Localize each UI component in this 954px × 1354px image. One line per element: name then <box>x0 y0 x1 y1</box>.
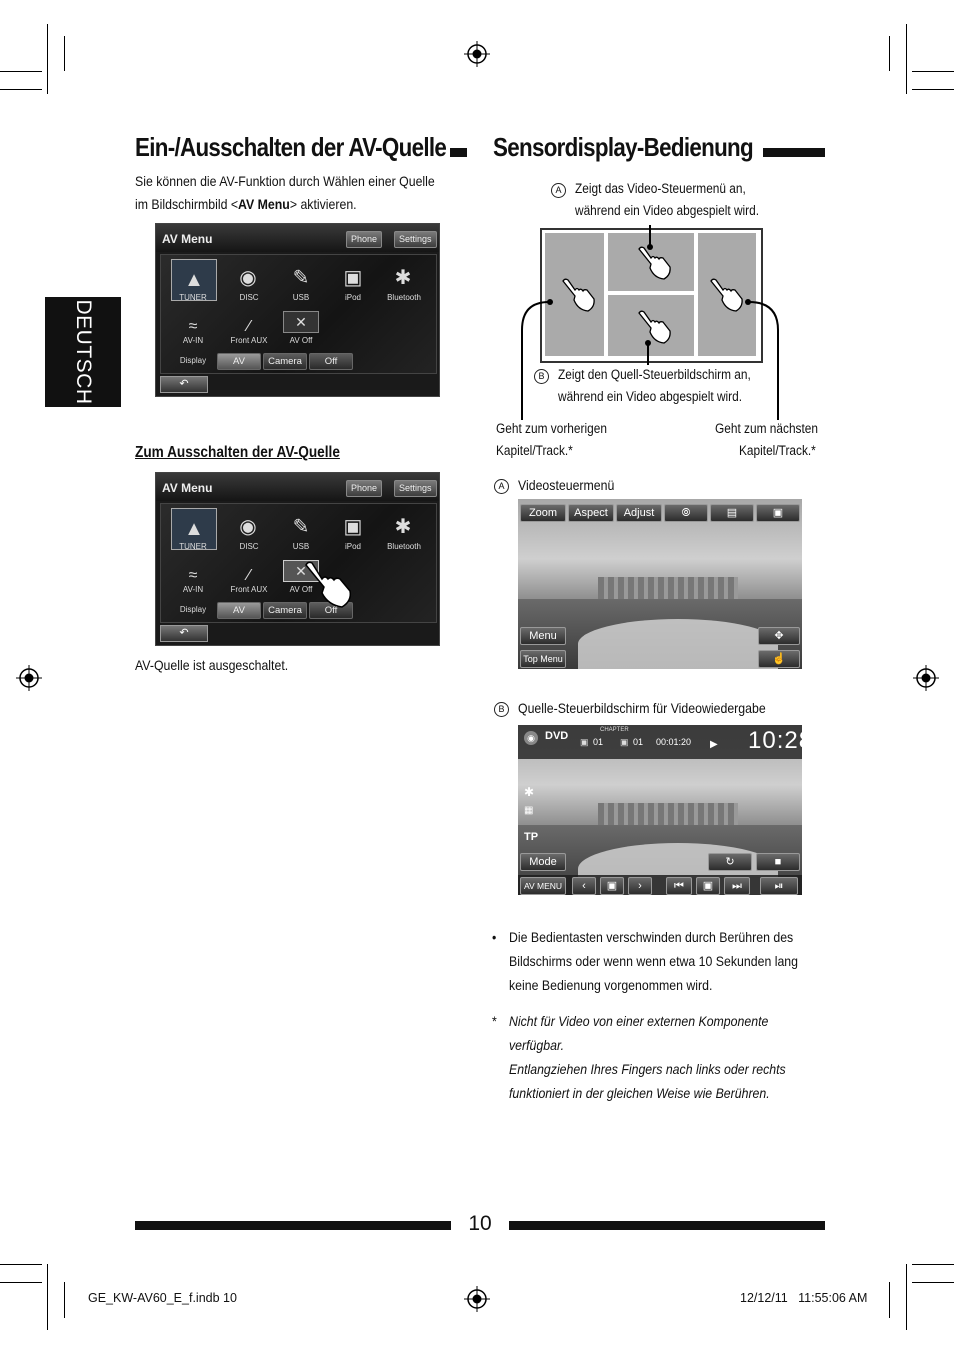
front-aux-icon[interactable]: ∕ <box>247 567 251 584</box>
note-line-1: Nicht für Video von einer externen Komponente <box>509 1013 769 1029</box>
menu-grid-icon: ▦ <box>524 805 534 816</box>
boat <box>578 619 778 669</box>
label-a-text: Videosteuermenü <box>518 477 615 493</box>
av-in-label: AV-IN <box>182 585 204 594</box>
source-name: DVD <box>545 730 569 742</box>
disc-icon[interactable]: ◉ <box>239 515 257 538</box>
zoom-button[interactable]: Zoom <box>520 504 566 522</box>
move-cursor-icon: ✥ <box>774 630 784 642</box>
skip-forward-button[interactable] <box>724 877 750 895</box>
note-marker: * <box>492 1013 497 1029</box>
footer-file-info: GE_KW-AV60_E_f.indb 10 <box>88 1291 237 1305</box>
source-panel <box>160 503 437 623</box>
av-in-icon[interactable]: ≈ <box>188 567 198 584</box>
crop-mark <box>912 89 954 90</box>
crop-mark <box>0 1264 42 1265</box>
display-av-button[interactable]: AV <box>217 353 261 370</box>
crop-mark <box>906 24 907 94</box>
tp-indicator: TP <box>524 831 539 843</box>
crop-mark <box>47 24 48 94</box>
ipod-label: iPod <box>344 542 361 551</box>
display-off-button[interactable]: Off <box>309 353 353 370</box>
bluetooth-icon[interactable]: ✱ <box>394 266 412 289</box>
chevron-right-icon: › <box>638 880 642 892</box>
title-bar <box>450 148 467 157</box>
av-menu-screen <box>155 223 440 397</box>
note-line-4: funktioniert in der gleichen Weise wie Berühren. <box>509 1085 770 1101</box>
title-number-icon: ▣ <box>580 737 589 747</box>
screen-title: AV Menu <box>162 481 213 495</box>
prev-chapter-button[interactable] <box>572 877 596 895</box>
bluetooth-status-icon: ✱ <box>524 785 535 799</box>
label-b-marker: B <box>494 702 509 717</box>
display-label: Display <box>179 356 207 365</box>
title-bar <box>763 148 825 157</box>
bullet-line-2: Bildschirms oder wenn wenn etwa 10 Sekunden lang <box>509 953 799 969</box>
title-number: 01 <box>593 737 604 747</box>
av-menu-screen-off <box>155 472 440 646</box>
subtitle-button[interactable] <box>710 504 754 522</box>
av-in-label: AV-IN <box>182 336 204 345</box>
display-camera-button[interactable]: Camera <box>263 353 307 370</box>
crop-mark <box>906 1264 907 1330</box>
chapter-number: 01 <box>633 737 644 747</box>
screen-title: AV Menu <box>162 232 213 246</box>
touch-hand-icon: ☝ <box>772 653 786 665</box>
bullet-line-1: Die Bedientasten verschwinden durch Berühren des <box>509 929 794 945</box>
chevron-left-icon: ‹ <box>582 880 586 892</box>
crop-mark <box>64 36 65 71</box>
video-control-screen <box>518 499 802 669</box>
subheading: Zum Ausschalten der AV-Quelle <box>135 444 340 461</box>
language-tab-label: DEUTSCH <box>72 299 95 405</box>
aspect-button[interactable]: Aspect <box>568 504 614 522</box>
crop-mark <box>0 71 42 72</box>
skyline <box>598 803 738 825</box>
crop-mark <box>889 1282 890 1318</box>
crop-mark <box>912 1282 954 1283</box>
usb-icon[interactable]: ✎ <box>292 515 310 538</box>
repeat-button[interactable] <box>708 853 752 871</box>
av-off-icon[interactable]: ✕ <box>283 560 319 582</box>
left-section-title: Ein-/Ausschalten der AV-Quelle <box>135 132 447 162</box>
prev-chapter-line-2: Kapitel/Track.* <box>496 443 573 458</box>
tuner-label: TUNER <box>179 293 207 302</box>
usb-label: USB <box>292 542 310 551</box>
crop-mark <box>0 89 42 90</box>
cursor-button[interactable] <box>758 627 800 645</box>
crop-mark <box>64 1282 65 1318</box>
play-pause-button[interactable] <box>760 877 798 895</box>
stop-icon: ■ <box>774 856 782 868</box>
bluetooth-label: Bluetooth <box>387 542 421 551</box>
crop-mark <box>47 1264 48 1330</box>
disc-label: DISC <box>239 293 259 302</box>
ipod-icon[interactable]: ▣ <box>343 515 363 538</box>
av-off-label: AV Off <box>289 585 313 594</box>
display-label: Display <box>179 605 207 614</box>
right-section-title: Sensordisplay-Bedienung <box>493 132 754 162</box>
registration-mark-icon <box>464 41 490 67</box>
play-status-icon: ▶ <box>710 739 718 750</box>
av-menu-button[interactable]: AV MENU <box>520 877 566 895</box>
footer-bar-left <box>135 1221 451 1230</box>
display-off-button[interactable]: Off <box>309 602 353 619</box>
av-off-label: AV Off <box>289 336 313 345</box>
note-line-2: verfügbar. <box>509 1037 565 1053</box>
adjust-button[interactable]: Adjust <box>616 504 662 522</box>
audio-button[interactable] <box>664 504 708 522</box>
usb-label: USB <box>292 293 310 302</box>
skip-back-button[interactable] <box>666 877 692 895</box>
clock: 10:28 <box>748 727 814 754</box>
playback-time: 00:01:20 <box>656 737 692 747</box>
back-button[interactable] <box>160 376 208 393</box>
chapter-button[interactable] <box>696 877 720 895</box>
touch-button[interactable] <box>758 650 800 668</box>
next-chapter-line-2: Kapitel/Track.* <box>739 443 816 458</box>
disc-label: DISC <box>239 542 259 551</box>
tuner-icon[interactable]: ▲ <box>171 259 217 301</box>
bluetooth-label: Bluetooth <box>387 293 421 302</box>
display-av-button[interactable]: AV <box>217 602 261 619</box>
touching-hand-icon <box>302 561 354 611</box>
bullet-line-3: keine Bedienung vorgenommen wird. <box>509 977 713 993</box>
intro-text: > aktivieren. <box>289 196 357 212</box>
back-button[interactable] <box>160 625 208 642</box>
source-control-screen <box>518 725 814 895</box>
intro-line-2 <box>135 193 357 216</box>
label-b-text: Quelle-Steuerbildschirm für Videowiedergabe <box>518 700 766 716</box>
top-menu-button[interactable]: Top Menu <box>520 650 566 668</box>
front-aux-icon[interactable]: ∕ <box>247 318 251 335</box>
display-camera-button[interactable]: Camera <box>263 602 307 619</box>
tuner-icon[interactable]: ▲ <box>171 508 217 550</box>
callout-b-marker: B <box>534 369 549 384</box>
angle-button[interactable] <box>756 504 800 522</box>
intro-bold: AV Menu <box>238 196 290 212</box>
label-a-marker: A <box>494 479 509 494</box>
phone-button[interactable]: Phone <box>346 480 382 497</box>
registration-mark-icon <box>464 1286 490 1312</box>
play-pause-icon: ⏯ <box>774 880 784 892</box>
skyline <box>598 577 738 599</box>
bluetooth-icon[interactable]: ✱ <box>394 515 412 538</box>
page-number: 10 <box>468 1212 492 1235</box>
registration-mark-icon <box>16 665 42 691</box>
skip-forward-icon: ⏭ <box>732 880 742 892</box>
back-arrow-icon: ↶ <box>179 378 189 390</box>
subtitle-icon: ▤ <box>726 507 738 519</box>
footer-timestamp: 12/12/11 11:55:06 AM <box>740 1291 868 1305</box>
crop-mark <box>912 1264 954 1265</box>
audio-icon: ⦾ <box>681 507 691 519</box>
crop-mark <box>912 71 954 72</box>
note-line-3: Entlangziehen Ihres Fingers nach links oder rechts <box>509 1061 786 1077</box>
caption: AV-Quelle ist ausgeschaltet. <box>135 657 289 673</box>
phone-button[interactable]: Phone <box>346 231 382 248</box>
crop-mark <box>889 36 890 71</box>
disc-icon: ◉ <box>524 731 538 745</box>
skip-back-icon: ⏮ <box>674 880 684 892</box>
crop-mark <box>0 1282 42 1283</box>
next-chapter-line-1: Geht zum nächsten <box>715 421 819 436</box>
ipod-icon[interactable]: ▣ <box>343 266 363 289</box>
stop-button[interactable] <box>756 853 800 871</box>
callout-a-line-1: Zeigt das Video-Steuermenü an, <box>575 181 746 196</box>
settings-button[interactable]: Settings <box>394 480 437 497</box>
front-aux-label: Front AUX <box>230 585 268 594</box>
settings-button[interactable]: Settings <box>394 231 437 248</box>
front-aux-label: Front AUX <box>230 336 268 345</box>
av-off-icon[interactable]: ✕ <box>283 311 319 333</box>
back-arrow-icon: ↶ <box>179 627 189 639</box>
menu-button[interactable]: Menu <box>520 627 566 645</box>
chapter-number-icon: ▣ <box>620 737 629 747</box>
chapter-tag: CHAPTER <box>600 727 629 733</box>
footer-bar-right <box>509 1221 825 1230</box>
callout-b-line-2: während ein Video abgespielt wird. <box>558 389 743 404</box>
chapter-icon: ▣ <box>702 880 714 892</box>
language-tab <box>45 297 121 407</box>
mode-button[interactable]: Mode <box>520 853 566 871</box>
usb-icon[interactable]: ✎ <box>292 266 310 289</box>
next-chapter-button[interactable] <box>628 877 652 895</box>
callout-a-line-2: während ein Video abgespielt wird. <box>575 203 760 218</box>
title-icon: ▣ <box>606 880 618 892</box>
camera-angle-icon: ▣ <box>772 507 784 519</box>
intro-text: im Bildschirmbild < <box>135 196 239 212</box>
tuner-label: TUNER <box>179 542 207 551</box>
prev-chapter-line-1: Geht zum vorherigen <box>496 421 607 436</box>
av-in-icon[interactable]: ≈ <box>188 318 198 335</box>
bullet-marker: • <box>492 929 497 945</box>
callout-b-line-1: Zeigt den Quell-Steuerbildschirm an, <box>558 367 751 382</box>
disc-icon[interactable]: ◉ <box>239 266 257 289</box>
title-button[interactable] <box>600 877 624 895</box>
callout-a-marker: A <box>551 183 566 198</box>
source-panel <box>160 254 437 374</box>
registration-mark-icon <box>913 665 939 691</box>
repeat-icon: ↻ <box>725 856 735 868</box>
ipod-label: iPod <box>344 293 361 302</box>
intro-line-1: Sie können die AV-Funktion durch Wählen einer Quelle <box>135 173 435 189</box>
